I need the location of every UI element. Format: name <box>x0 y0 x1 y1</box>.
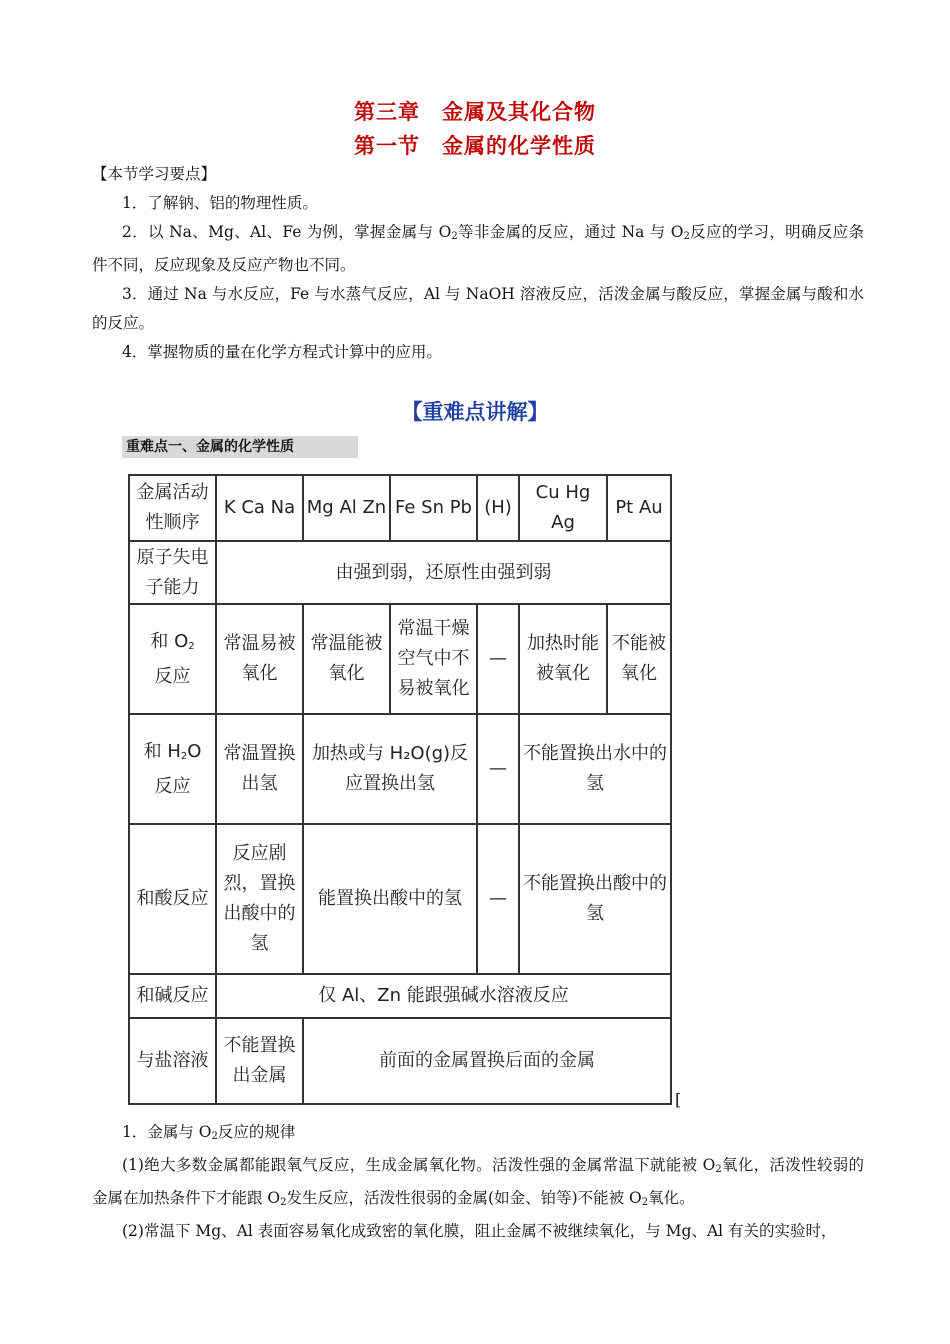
table-cell: Pt Au <box>607 475 671 541</box>
table-cell: — <box>477 824 519 974</box>
section-title: 第一节 金属的化学性质 <box>354 134 596 158</box>
table-row <box>129 541 671 604</box>
key-point-subheading: 重难点一、金属的化学性质 <box>122 436 358 458</box>
table-cell: 常温干燥空气中不易被氧化 <box>390 604 477 714</box>
table-cell: 仅 Al、Zn 能跟强碱水溶液反应 <box>216 974 671 1018</box>
study-point-2: 2．以 Na、Mg、Al、Fe 为例，掌握金属与 $O_2$等非金属的反应，通过 Na 与 $O_2$反应的学习，明确反应条件不同，反应现象及反应产物也不同。 <box>92 223 864 274</box>
table-cell: 加热时能被氧化 <box>519 604 607 714</box>
table-row <box>129 1018 671 1104</box>
row-label-electron: 原子失电子能力 <box>129 541 216 604</box>
metal-properties-table <box>128 474 672 1105</box>
chapter-title: 第三章 金属及其化合物 <box>354 100 596 124</box>
key-points-heading: 【重难点讲解】 <box>401 400 549 424</box>
table-row <box>129 604 671 714</box>
row-label-acid: 和酸反应 <box>129 824 216 974</box>
table-cell: 由强到弱，还原性由强到弱 <box>216 541 671 604</box>
table-row <box>129 714 671 824</box>
row-label-base: 和碱反应 <box>129 974 216 1018</box>
table-cell: (H) <box>477 475 519 541</box>
rules-section <box>92 1118 864 1246</box>
table-cell: K Ca Na <box>216 475 303 541</box>
stray-bracket: [ <box>675 1090 682 1109</box>
table-cell: 不能置换出金属 <box>216 1018 303 1104</box>
table-cell: 加热或与 H₂O(g)反应置换出氢 <box>303 714 477 824</box>
study-point-4: 4．掌握物质的量在化学方程式计算中的应用。 <box>122 343 442 361</box>
rules-heading: 1．金属与 $O_2$反应的规律 <box>122 1123 296 1142</box>
row-label-activity: 金属活动性顺序 <box>129 475 216 541</box>
row-label-h2o: 和 $H_2O$ 反应 <box>129 714 216 824</box>
table-cell: 常温置换出氢 <box>216 714 303 824</box>
table-row <box>129 974 671 1018</box>
table-cell: 能置换出酸中的氢 <box>303 824 477 974</box>
table-cell: Fe Sn Pb <box>390 475 477 541</box>
table-cell: 前面的金属置换后面的金属 <box>303 1018 671 1104</box>
table-cell: Mg Al Zn <box>303 475 390 541</box>
table-cell: 常温能被氧化 <box>303 604 390 714</box>
row-label-o2: 和 $O_2$ 反应 <box>129 604 216 714</box>
table-row <box>129 824 671 974</box>
table-cell: 常温易被氧化 <box>216 604 303 714</box>
table-cell: Cu Hg Ag <box>519 475 607 541</box>
study-points-heading: 【本节学习要点】 <box>92 165 217 183</box>
rules-paragraph-1: (1)绝大多数金属都能跟氧气反应，生成金属氧化物。活泼性强的金属常温下就能被 $O_2$氧化，活泼性较弱的金属在加热条件下才能跟 $O_2$发生反应，活泼性很弱的金属(如金、铂等)不能被 $O_2$氧化。 <box>92 1156 864 1208</box>
rules-paragraph-2: (2)常温下 Mg、Al 表面容易氧化成致密的氧化膜，阻止金属不被继续氧化，与 Mg、Al 有关的实验时， <box>122 1222 837 1240</box>
table-cell: 不能被氧化 <box>607 604 671 714</box>
study-point-3: 3．通过 Na 与水反应，Fe 与水蒸气反应，Al 与 NaOH 溶液反应，活泼金属与酸反应，掌握金属与酸和水的反应。 <box>92 285 864 332</box>
table-cell: — <box>477 714 519 824</box>
table-cell: 不能置换出水中的氢 <box>519 714 671 824</box>
table-cell: 反应剧烈，置换出酸中的氢 <box>216 824 303 974</box>
table-cell: 不能置换出酸中的氢 <box>519 824 671 974</box>
table-cell: — <box>477 604 519 714</box>
row-label-salt: 与盐溶液 <box>129 1018 216 1104</box>
study-points <box>92 160 864 367</box>
table-row <box>129 475 671 541</box>
study-point-1: 1．了解钠、铝的物理性质。 <box>122 194 318 212</box>
